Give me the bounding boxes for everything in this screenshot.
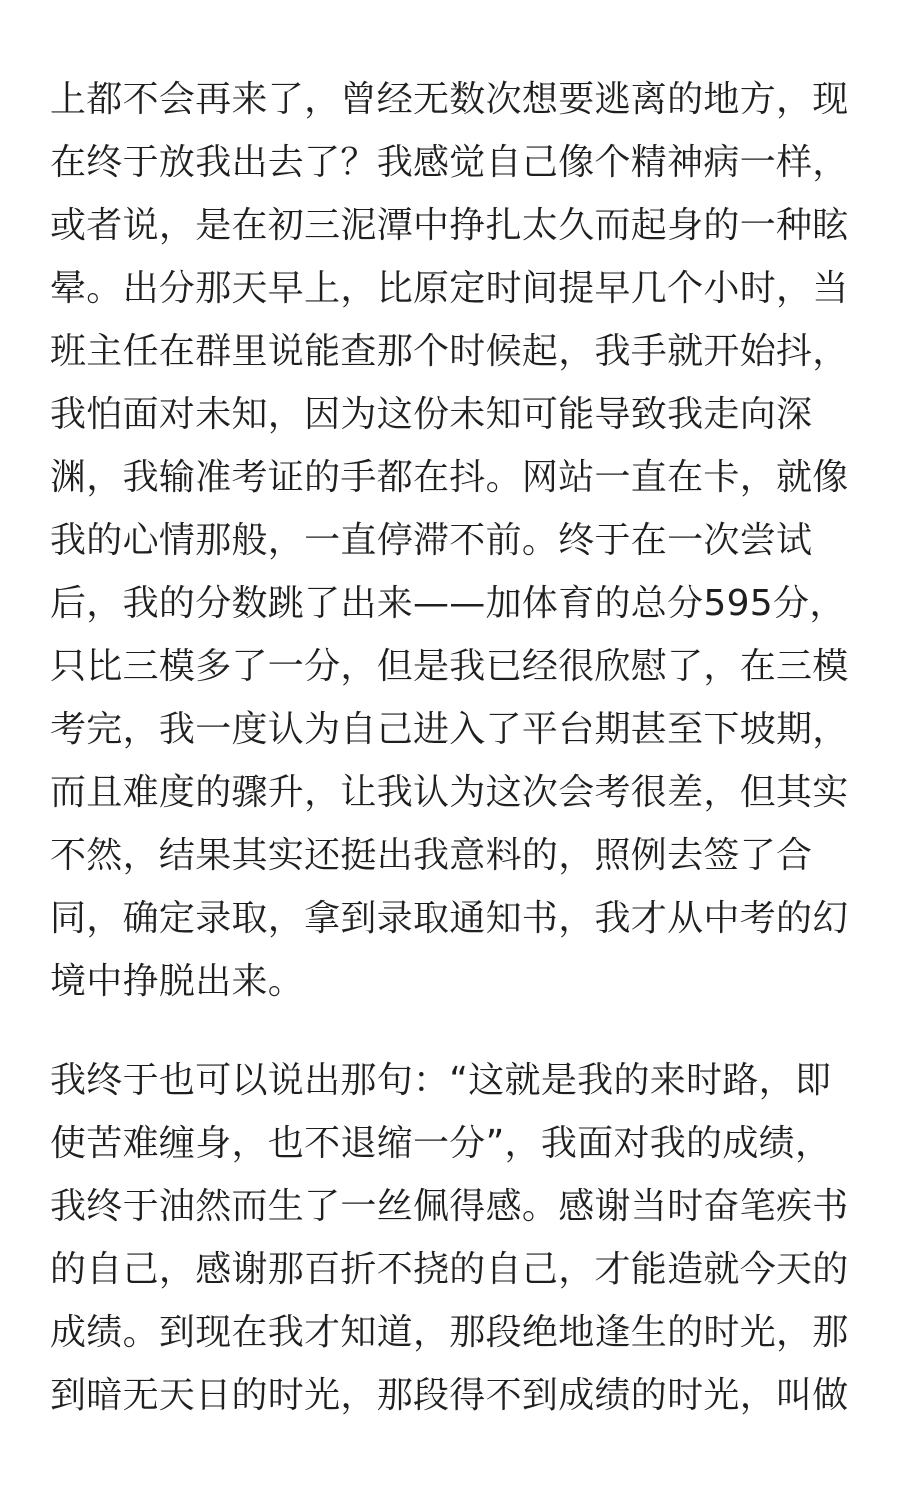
text-line: 我的心情那般，一直停滞不前。终于在一次尝试 bbox=[50, 520, 813, 561]
paragraph-2 bbox=[50, 1049, 852, 1427]
text-line: 我终于油然而生了一丝佩得感。感谢当时奋笔疾书 bbox=[50, 1186, 849, 1227]
text-line: 渊，我输准考证的手都在抖。网站一直在卡，就像 bbox=[50, 457, 849, 498]
text-line: 上都不会再来了，曾经无数次想要逃离的地方，现 bbox=[50, 79, 849, 120]
text-line: 或者说，是在初三泥潭中挣扎太久而起身的一种眩 bbox=[50, 205, 849, 246]
paragraph-1 bbox=[50, 68, 852, 1013]
text-line: 而且难度的骤升，让我认为这次会考很差，但其实 bbox=[50, 772, 849, 813]
text-line: 使苦难缠身，也不退缩一分”，我面对我的成绩， bbox=[50, 1123, 832, 1164]
text-line: 到暗无天日的时光，那段得不到成绩的时光，叫做 bbox=[50, 1375, 849, 1416]
text-line: 班主任在群里说能查那个时候起，我手就开始抖， bbox=[50, 331, 849, 372]
text-line: 成绩。到现在我才知道，那段绝地逢生的时光，那 bbox=[50, 1312, 849, 1353]
paragraph-divider bbox=[50, 1013, 852, 1049]
text-line: 在终于放我出去了？我感觉自己像个精神病一样， bbox=[50, 142, 849, 183]
text-line: 不然，结果其实还挺出我意料的，照例去签了合 bbox=[50, 835, 813, 876]
article-body bbox=[50, 68, 852, 1427]
text-line: 只比三模多了一分，但是我已经很欣慰了，在三模 bbox=[50, 646, 849, 687]
text-line: 的自己，感谢那百折不挠的自己，才能造就今天的 bbox=[50, 1249, 849, 1290]
text-line: 同，确定录取，拿到录取通知书，我才从中考的幻 bbox=[50, 898, 849, 939]
text-line: 后，我的分数跳了出来——加体育的总分595分， bbox=[50, 583, 846, 624]
text-line: 境中挣脱出来。 bbox=[50, 961, 305, 1002]
text-line: 晕。出分那天早上，比原定时间提早几个小时，当 bbox=[50, 268, 849, 309]
text-line: 我终于也可以说出那句：“这就是我的来时路，即 bbox=[50, 1060, 832, 1101]
text-line: 我怕面对未知，因为这份未知可能导致我走向深 bbox=[50, 394, 813, 435]
text-line: 考完，我一度认为自己进入了平台期甚至下坡期， bbox=[50, 709, 849, 750]
